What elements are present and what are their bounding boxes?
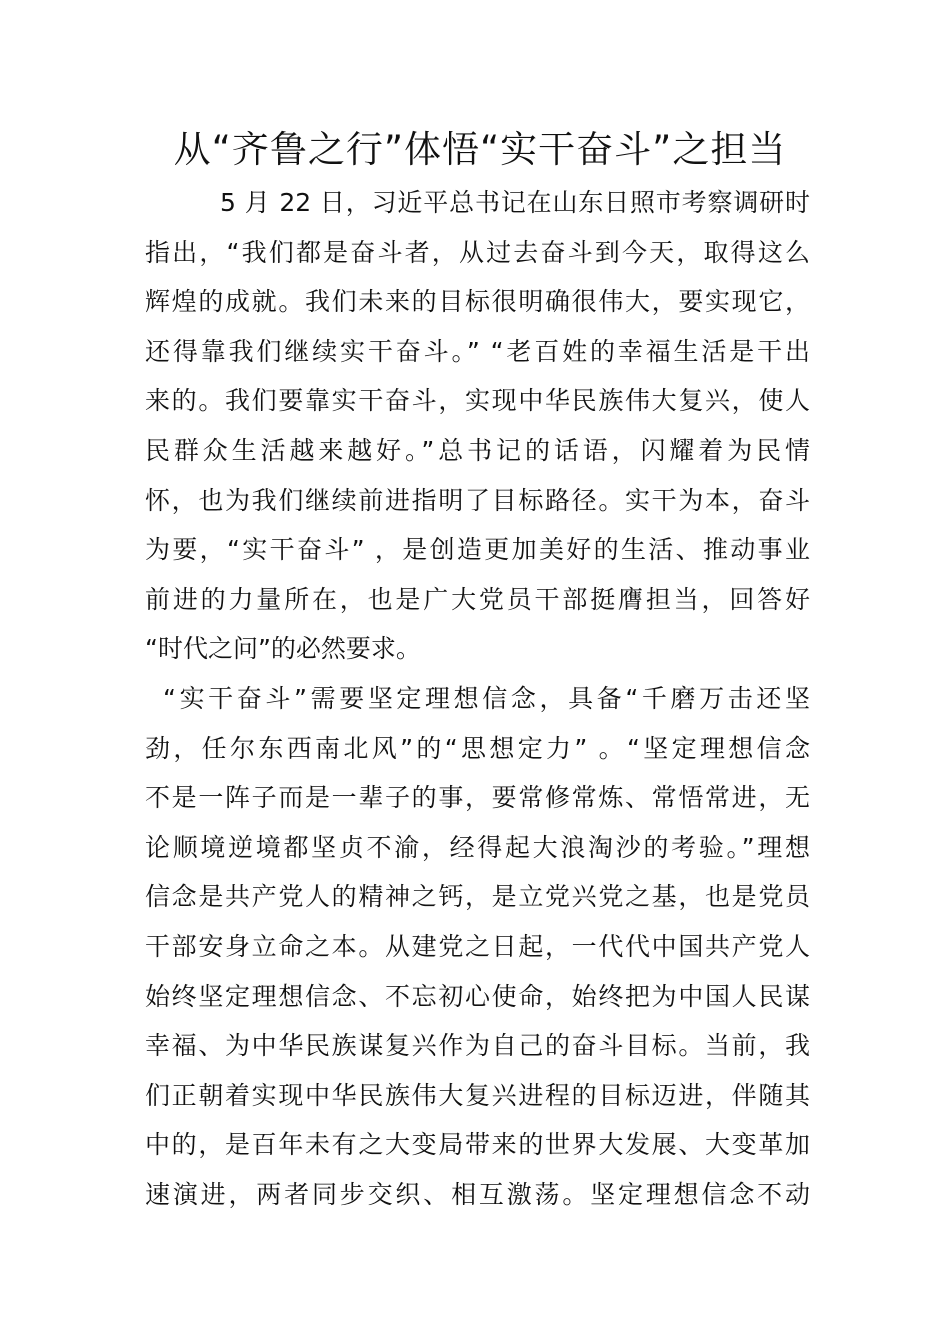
document-title: 从“齐鲁之行”体悟“实干奋斗”之担当 bbox=[173, 128, 787, 171]
text-line: 幸福、为中华民族谋复兴作为自己的奋斗目标。当前，我 bbox=[145, 1031, 810, 1061]
text-line: 始终坚定理想信念、不忘初心使命，始终把为中国人民谋 bbox=[145, 981, 810, 1011]
text-line: 为要，“实干奋斗” ，是创造更加美好的生活、推动事业 bbox=[145, 535, 810, 565]
text-line: “实干奋斗”需要坚定理想信念，具备“千磨万击还坚 bbox=[163, 683, 810, 713]
text-line: 速演进，两者同步交织、相互激荡。坚定理想信念不动 bbox=[145, 1179, 810, 1209]
text-line: 干部安身立命之本。从建党之日起，一代代中国共产党人 bbox=[145, 931, 810, 961]
text-line: 信念是共产党人的精神之钙，是立党兴党之基，也是党员 bbox=[145, 882, 810, 912]
text-line: “时代之问”的必然要求。 bbox=[145, 634, 421, 664]
text-line: 们正朝着实现中华民族伟大复兴进程的目标迈进，伴随其 bbox=[145, 1080, 810, 1110]
text-line: 还得靠我们继续实干奋斗。” “老百姓的幸福生活是干出 bbox=[145, 336, 810, 366]
text-line: 5 月 22 日，习近平总书记在山东日照市考察调研时 bbox=[220, 188, 810, 217]
document-body bbox=[145, 178, 810, 1219]
text-line: 论顺境逆境都坚贞不渝，经得起大浪淘沙的考验。”理想 bbox=[145, 832, 810, 862]
text-line: 民群众生活越来越好。”总书记的话语，闪耀着为民情 bbox=[145, 435, 810, 465]
text-line: 辉煌的成就。我们未来的目标很明确很伟大，要实现它， bbox=[145, 287, 810, 317]
text-line: 中的，是百年未有之大变局带来的世界大发展、大变革加 bbox=[145, 1130, 810, 1160]
text-line: 劲，任尔东西南北风”的“思想定力” 。“坚定理想信念 bbox=[145, 733, 810, 763]
text-line: 来的。我们要靠实干奋斗，实现中华民族伟大复兴，使人 bbox=[145, 386, 810, 416]
text-line: 指出，“我们都是奋斗者，从过去奋斗到今天，取得这么 bbox=[145, 237, 810, 267]
text-line: 不是一阵子而是一辈子的事，要常修常炼、常悟常进，无 bbox=[145, 783, 810, 813]
text-line: 怀，也为我们继续前进指明了目标路径。实干为本，奋斗 bbox=[145, 485, 810, 515]
text-line: 前进的力量所在，也是广大党员干部挺膺担当，回答好 bbox=[145, 584, 810, 614]
